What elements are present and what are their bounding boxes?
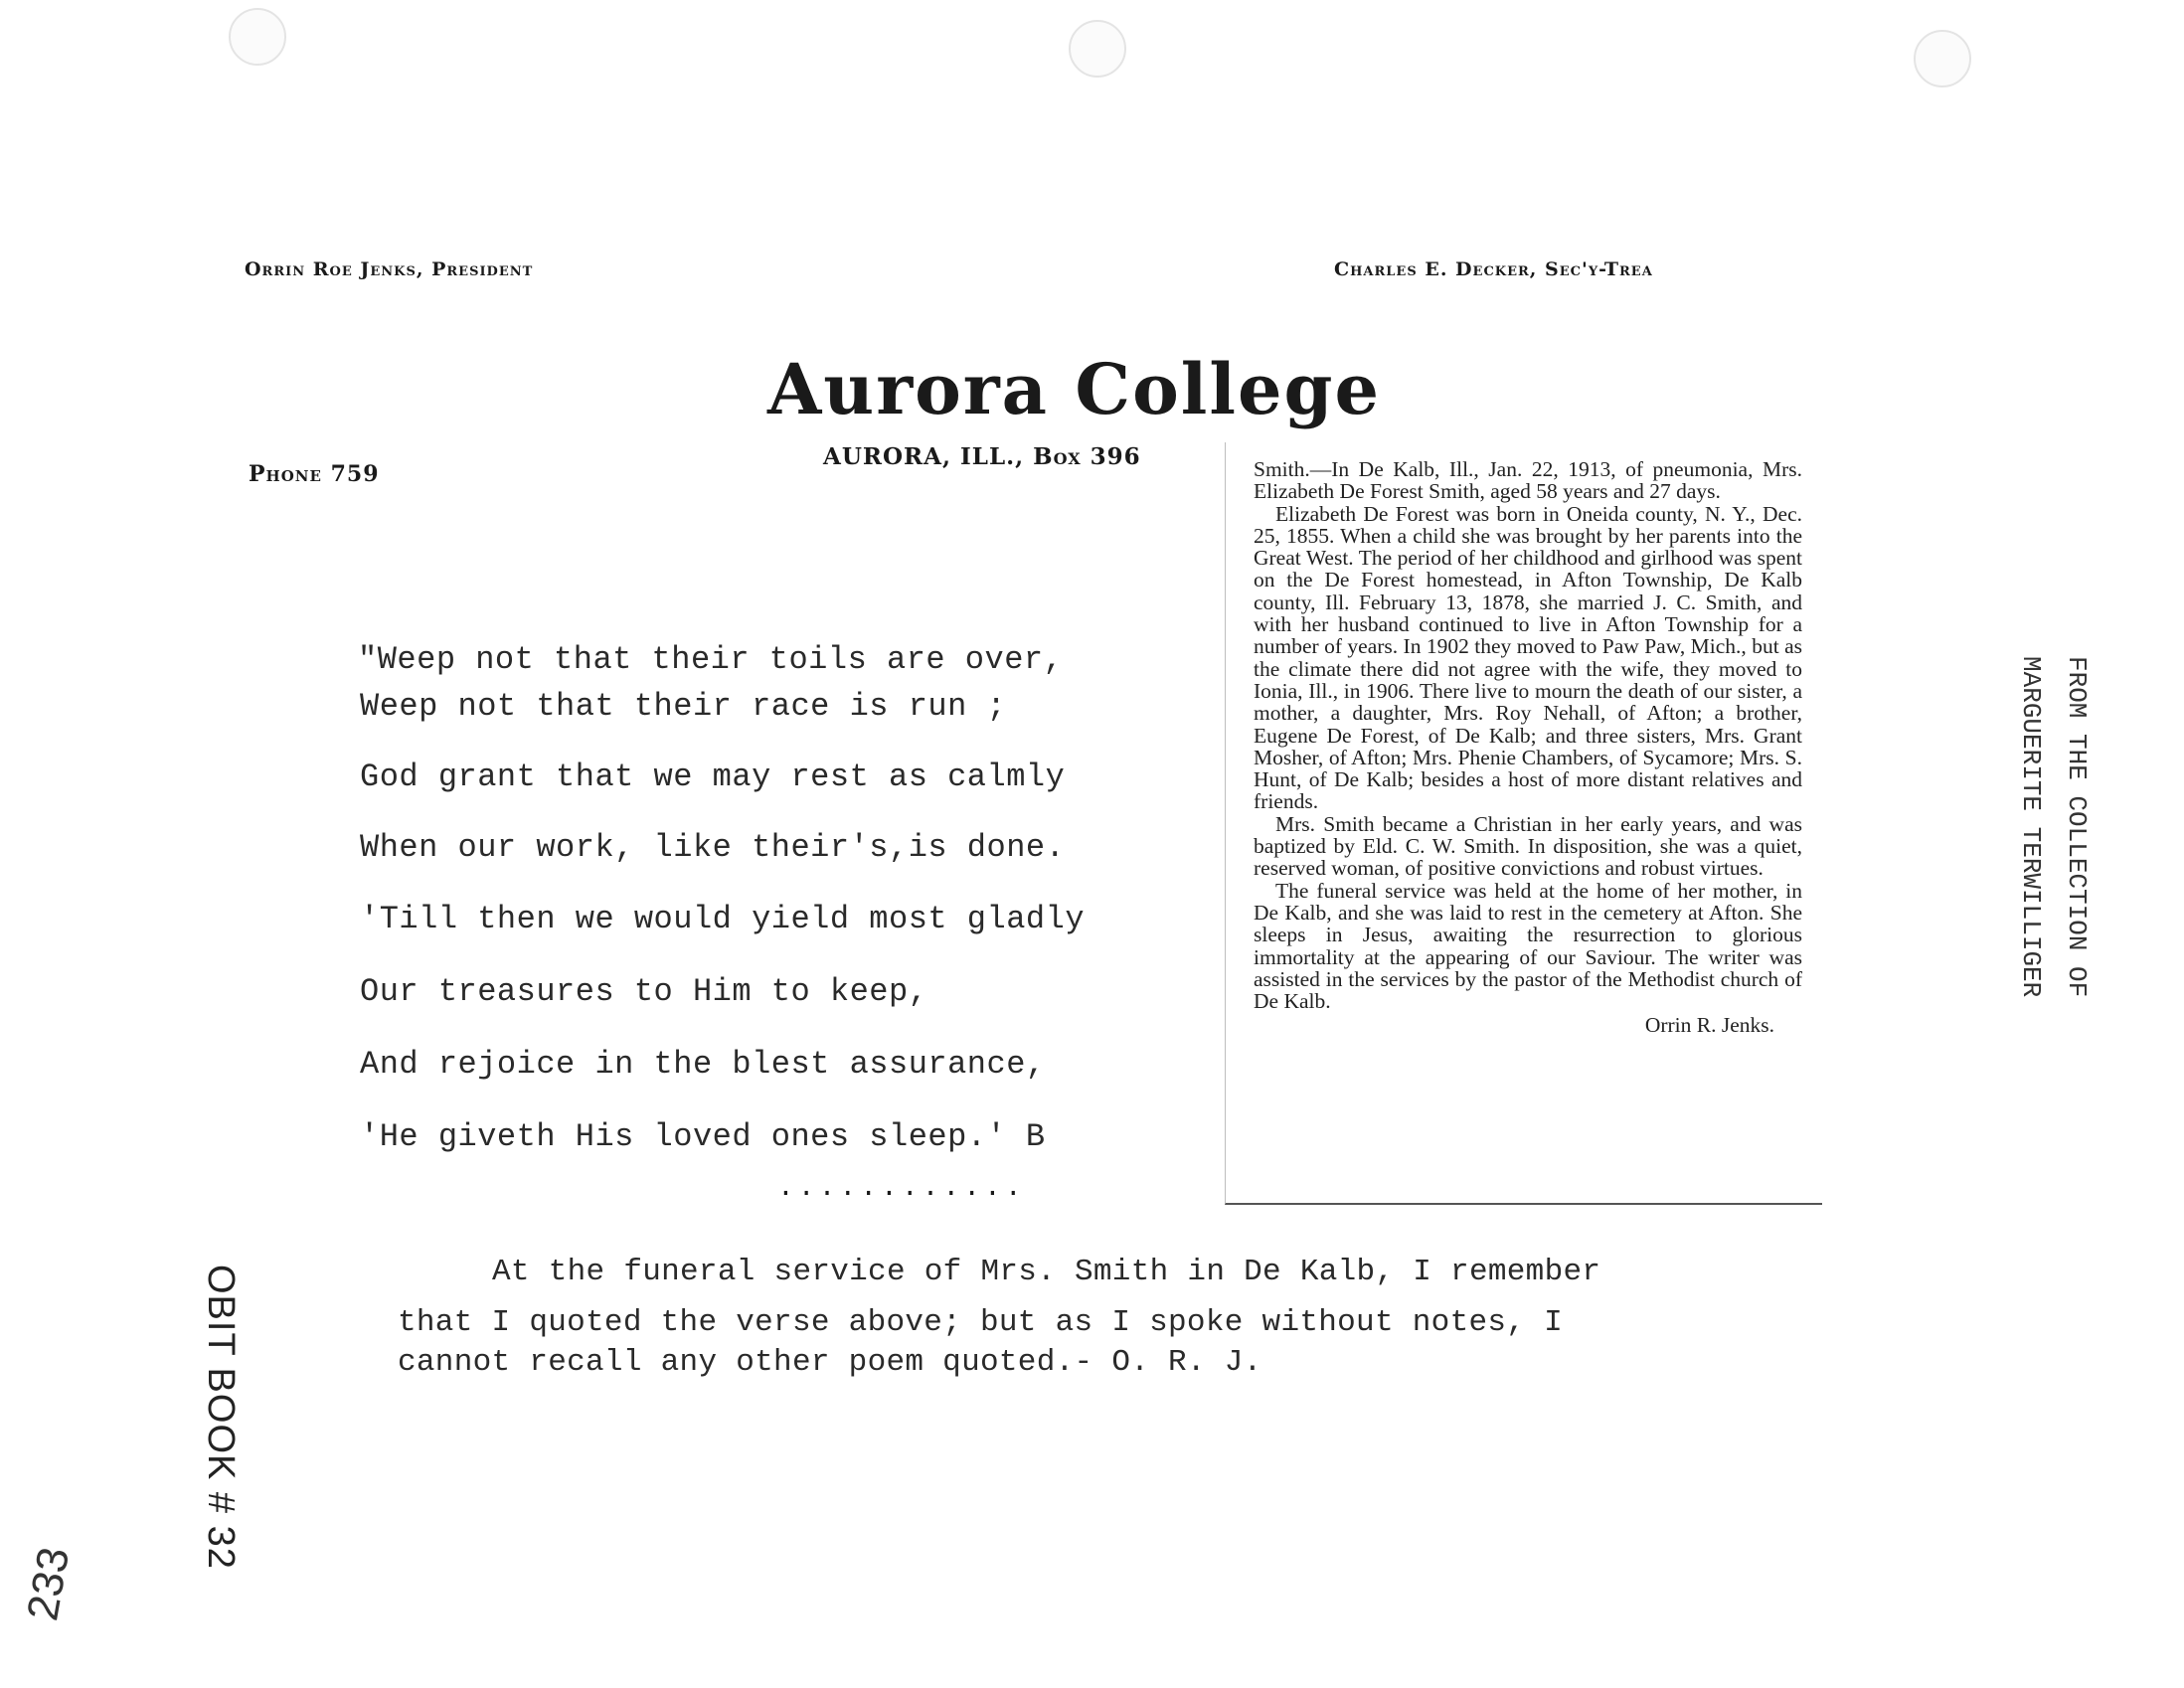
poem-line: "Weep not that their toils are over,: [358, 641, 1064, 678]
poem-line: 'He giveth His loved ones sleep.' B: [360, 1118, 1046, 1155]
clipping-text: [1254, 458, 1802, 1037]
president-line: Orrin Roe Jenks, President: [245, 258, 534, 280]
punch-hole-center: [1069, 20, 1126, 78]
college-name: Aurora College: [767, 348, 1381, 430]
obituary-clipping: [1225, 442, 1822, 1205]
collection-stamp: [2008, 656, 2100, 997]
clipping-paragraph: Elizabeth De Forest was born in Oneida county, N. Y., Dec. 25, 1855. When a child she was brought by her parents into the Great West. The period of her childhood and girlhood was spent on the De Forest homestead, in Afton Township, De Kalb county, Ill. February 13, 1878, she married J. C. Smith, and with her husband continued to live in Afton Township for a number of years. In 1902 they moved to Paw Paw, Mich., but as the climate there did not agree with the wife, they moved to Ionia, Ill., in 1906. There live to mourn the death of our sister, a mother, a daughter, Mrs. Roy Nehall, of Afton; a brother, Eugene De Forest, of De Kalb; and three sisters, Mrs. Grant Mosher, of Afton; Mrs. Phenie Chambers, of Sycamore; Mrs. S. Hunt, of De Kalb; besides a host of more distant relatives and friends.: [1254, 501, 1802, 814]
clipping-paragraph: Mrs. Smith became a Christian in her early years, and was baptized by Eld. C. W. Smith. In disposition, she was a quiet, reserved woman, of positive convictions and robust virtues.: [1254, 811, 1802, 881]
clipping-paragraph: The funeral service was held at the home of her mother, in De Kalb, and she was laid to rest in the cemetery at Afton. She sleeps in Jesus, awaiting the resurrection to glorious immortality at the appearing of our Saviour. The writer was assisted in the services by the pastor of the Methodist church of De Kalb.: [1254, 878, 1802, 1014]
note-line: cannot recall any other poem quoted.- O. R. J.: [398, 1345, 1262, 1380]
phone-number: Phone 759: [249, 461, 380, 487]
obit-book-label: OBIT BOOK # 32: [200, 1265, 242, 1570]
page-number: [18, 1543, 80, 1675]
collection-stamp-line: FROM THE COLLECTION OF: [2062, 656, 2092, 998]
poem-line: When our work, like their's,is done.: [360, 829, 1066, 866]
secretary-line: Charles E. Decker, Sec'y-Trea: [1334, 258, 1653, 280]
clipping-signature: Orrin R. Jenks.: [1644, 1013, 1774, 1038]
note-line: that I quoted the verse above; but as I spoke without notes, I: [398, 1305, 1563, 1340]
page-number-text: 233: [18, 1543, 80, 1624]
poem-line: Weep not that their race is run ;: [360, 688, 1007, 725]
collection-stamp-line: MARGUERITE TERWILLIGER: [2016, 656, 2046, 998]
poem-line: God grant that we may rest as calmly: [360, 759, 1066, 795]
punch-hole-left: [229, 8, 286, 66]
punch-hole-right: [1914, 30, 1971, 87]
poem-divider-dots: ............: [777, 1173, 1026, 1204]
note-line: At the funeral service of Mrs. Smith in De Kalb, I remember: [492, 1255, 1601, 1289]
poem-line: 'Till then we would yield most gladly: [360, 901, 1086, 937]
college-address: AURORA, ILL., Box 396: [823, 443, 1141, 470]
poem-line: And rejoice in the blest assurance,: [360, 1046, 1046, 1083]
poem-line: Our treasures to Him to keep,: [360, 973, 928, 1010]
clipping-paragraph: Smith.—In De Kalb, Ill., Jan. 22, 1913, of pneumonia, Mrs. Elizabeth De Forest Smith, aged 58 years and 27 days.: [1254, 457, 1802, 504]
